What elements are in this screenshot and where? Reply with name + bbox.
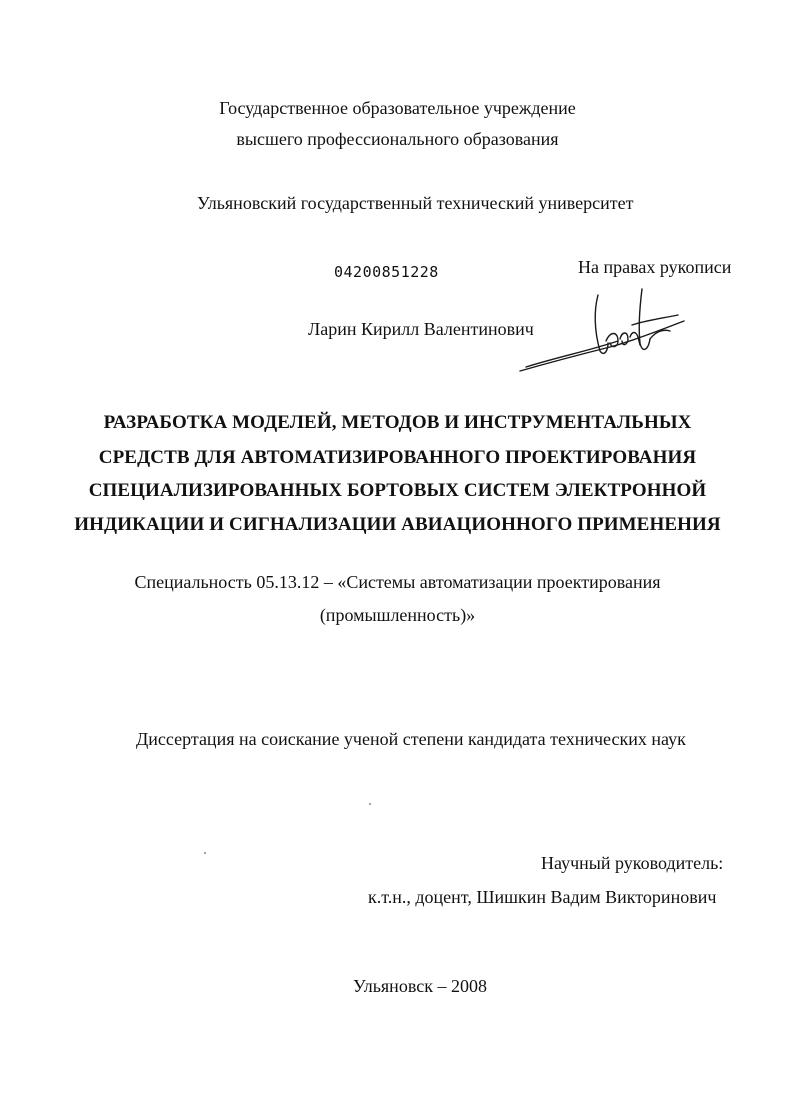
title-line-2: СРЕДСТВ ДЛЯ АВТОМАТИЗИРОВАННОГО ПРОЕКТИРОВАНИЯ [98,447,697,468]
supervisor-label: Научный руководитель: [541,853,724,873]
title-line-1: РАЗРАБОТКА МОДЕЛЕЙ, МЕТОДОВ И ИНСТРУМЕНТАЛЬНЫХ [103,412,692,433]
catalog-number: 04200851228 [334,263,439,281]
specialty-line-2: (промышленность)» [319,605,476,625]
city-year: Ульяновск – 2008 [353,976,487,996]
supervisor-name: к.т.н., доцент, Шишкин Вадим Викторинович [368,887,717,907]
education-level-line: высшего профессионального образования [236,129,559,149]
university-name: Ульяновский государственный технический университет [197,193,634,213]
degree-statement: Диссертация на соискание ученой степени кандидата технических наук [136,729,686,749]
author-name: Ларин Кирилл Валентинович [308,319,534,339]
manuscript-rights-note: На правах рукописи [578,257,732,277]
institution-type-line: Государственное образовательное учреждение [219,98,576,118]
specialty-line-1: Специальность 05.13.12 – «Системы автоматизации проектирования [134,572,661,592]
title-line-3: СПЕЦИАЛИЗИРОВАННЫХ БОРТОВЫХ СИСТЕМ ЭЛЕКТРОННОЙ [88,480,707,501]
title-line-4: ИНДИКАЦИИ И СИГНАЛИЗАЦИИ АВИАЦИОННОГО ПРИМЕНЕНИЯ [74,514,721,535]
scan-speck [204,852,206,854]
handwritten-signature-icon [518,285,688,377]
scan-speck [369,803,371,805]
